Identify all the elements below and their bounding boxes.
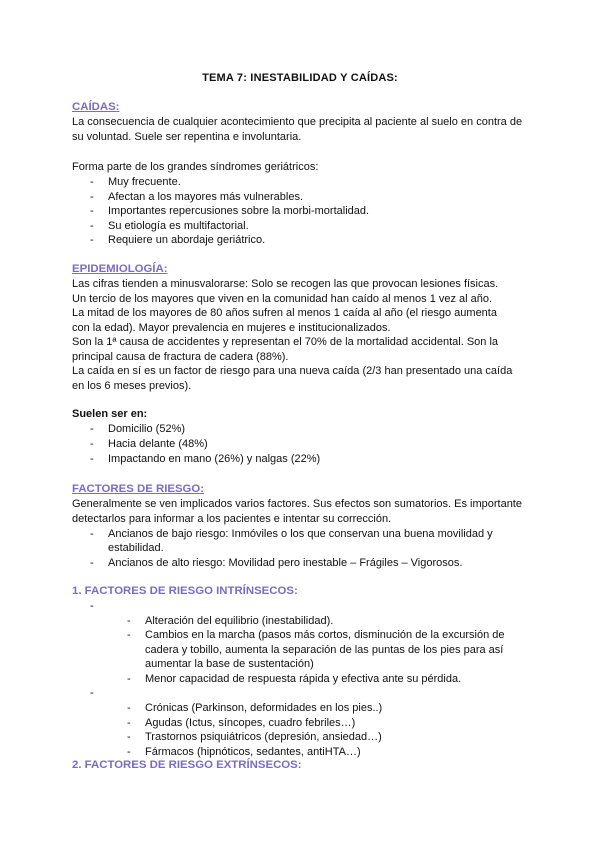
- epi-line-2: Un tercio de los mayores que viven en la comunidad han caído al menos 1 vez al año.: [72, 293, 493, 305]
- list-dash: -: [90, 205, 94, 217]
- intrinseco-1-2-line-1: Cambios en la marcha (pasos más cortos, disminución de la excursión de: [145, 629, 505, 641]
- list-dash: -: [127, 702, 131, 714]
- epi-line-7: La caída en sí es un factor de riesgo para una nueva caída (2/3 han presentado una caída: [72, 365, 513, 377]
- epi-line-6: principal causa de fractura de cadera (88%).: [72, 351, 289, 363]
- list-dash: -: [127, 746, 131, 758]
- factores-item-1-line-2: estabilidad.: [108, 542, 164, 554]
- epi-line-8: en los 6 meses previos).: [72, 380, 192, 392]
- suelen-heading: Suelen ser en:: [72, 408, 148, 420]
- list-dash: -: [90, 234, 94, 246]
- list-dash: -: [127, 615, 131, 627]
- list-dash: -: [90, 423, 94, 435]
- list-dash: -: [90, 191, 94, 203]
- intrinseco-1-2-line-2: cadera y tobillo, aumenta la separación de las puntas de los pies para así: [145, 644, 504, 656]
- caidas-item-3: Importantes repercusiones sobre la morbi-mortalidad.: [108, 205, 370, 217]
- factores-line-1: Generalmente se ven implicados varios factores. Sus efectos son sumatorios. Es importante: [72, 498, 522, 510]
- list-dash: -: [90, 453, 94, 465]
- intrinseco-1-2-line-3: aumentar la base de sustentación): [145, 658, 314, 670]
- caidas-item-5: Requiere un abordaje geriátrico.: [108, 234, 266, 246]
- document-title: TEMA 7: INESTABILIDAD Y CAÍDAS:: [202, 72, 398, 84]
- heading-extrinsecos: 2. FACTORES DE RIESGO EXTRÍNSECOS:: [72, 759, 302, 771]
- factores-line-2: detectarlos para informar a los pacientes e intentar su corrección.: [72, 513, 392, 525]
- intrinseco-2-3: Trastornos psiquiátricos (depresión, ansiedad…): [145, 731, 382, 743]
- suelen-item-2: Hacia delante (48%): [108, 438, 208, 450]
- caidas-item-4: Su etiología es multifactorial.: [108, 220, 249, 232]
- caidas-intro: Forma parte de los grandes síndromes geriátricos:: [72, 161, 319, 173]
- intrinseco-1-1: Alteración del equilibrio (inestabilidad).: [145, 615, 334, 627]
- list-dash: -: [90, 220, 94, 232]
- epi-line-3: La mitad de los mayores de 80 años sufren al menos 1 caída al año (el riesgo aumenta: [72, 307, 497, 319]
- intrinseco-2-4: Fármacos (hipnóticos, sedantes, antiHTA…): [145, 746, 361, 758]
- heading-epidemiologia: EPIDEMIOLOGÍA:: [72, 263, 168, 275]
- suelen-item-3: Impactando en mano (26%) y nalgas (22%): [108, 453, 321, 465]
- intrinseco-2-1: Crónicas (Parkinson, deformidades en los pies..): [145, 702, 383, 714]
- list-dash: -: [127, 731, 131, 743]
- intrinseco-1-3: Menor capacidad de respuesta rápida y efectiva ante su pérdida.: [145, 673, 462, 685]
- epi-line-5: Son la 1ª causa de accidentes y representan el 70% de la mortalidad accidental. Son la: [72, 336, 499, 348]
- list-dash: -: [90, 600, 94, 612]
- caidas-item-2: Afectan a los mayores más vulnerables.: [108, 191, 304, 203]
- heading-caidas: CAÍDAS:: [72, 101, 120, 113]
- epi-line-4: con la edad). Mayor prevalencia en mujeres e institucionalizados.: [72, 322, 391, 334]
- caidas-def-line-2: su voluntad. Suele ser repentina e involuntaria.: [72, 131, 302, 143]
- list-dash: -: [127, 673, 131, 685]
- list-dash: -: [90, 687, 94, 699]
- list-dash: -: [90, 438, 94, 450]
- factores-item-2: Ancianos de alto riesgo: Movilidad pero inestable – Frágiles – Vigorosos.: [108, 557, 463, 569]
- list-dash: -: [127, 717, 131, 729]
- list-dash: -: [90, 528, 94, 540]
- list-dash: -: [127, 629, 131, 641]
- factores-item-1-line-1: Ancianos de bajo riesgo: Inmóviles o los que conservan una buena movilidad y: [108, 528, 493, 540]
- list-dash: -: [90, 557, 94, 569]
- epi-line-1: Las cifras tienden a minusvalorarse: Solo se recogen las que provocan lesiones físicas.: [72, 278, 499, 290]
- heading-intrinsecos: 1. FACTORES DE RIESGO INTRÍNSECOS:: [72, 585, 298, 597]
- caidas-def-line-1: La consecuencia de cualquier acontecimiento que precipita al paciente al suelo en contra de: [72, 116, 523, 128]
- intrinseco-2-2: Agudas (Ictus, síncopes, cuadro febriles…): [145, 717, 356, 729]
- heading-factores: FACTORES DE RIESGO:: [72, 483, 205, 495]
- caidas-item-1: Muy frecuente.: [108, 176, 181, 188]
- list-dash: -: [90, 176, 94, 188]
- suelen-item-1: Domicilio (52%): [108, 423, 186, 435]
